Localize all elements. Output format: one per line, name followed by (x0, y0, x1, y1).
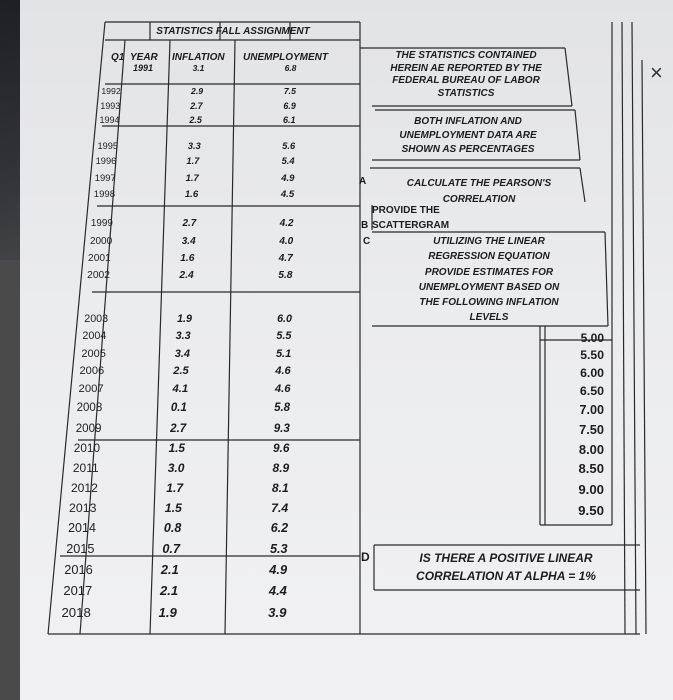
year-cell: 2006 (79, 365, 105, 377)
year-cell: 2004 (82, 330, 107, 342)
task-b-line-2: SCATTERGRAM (372, 220, 450, 231)
year-cell: 2007 (78, 383, 104, 395)
unemployment-cell: 4.0 (279, 236, 294, 247)
inflation-cell: 2.7 (190, 101, 203, 111)
inflation-level-value: 6.00 (580, 366, 604, 380)
task-c-text (378, 234, 600, 326)
margin-cross-mark: × (650, 60, 663, 85)
year-cell: 2011 (72, 461, 99, 475)
year-cell: 1995 (97, 141, 118, 151)
inflation-cell: 0.7 (162, 542, 180, 556)
task-d-line: IS THERE A POSITIVE LINEAR (419, 551, 593, 565)
inflation-cell: 2.4 (179, 270, 194, 281)
inflation-cell: 4.1 (172, 383, 189, 395)
inflation-cell: 0.1 (170, 402, 187, 414)
inflation-cell: 3.3 (175, 330, 191, 342)
unemployment-cell: 5.3 (269, 542, 288, 556)
year-cell: 2008 (76, 402, 103, 414)
note-percent-line: UNEMPLOYMENT DATA ARE (399, 130, 537, 141)
task-a-text (372, 176, 586, 207)
inflation-cell: 1.9 (158, 605, 177, 620)
unemployment-cell: 4.9 (281, 173, 295, 184)
task-c-line: LEVELS (469, 312, 509, 324)
unemployment-cell: 9.3 (273, 422, 290, 435)
task-a-line: CALCULATE THE PEARSON'S (406, 178, 552, 189)
unemployment-cell: 9.6 (272, 441, 290, 455)
inflation-level-value: 5.50 (580, 348, 604, 362)
inflation-cell: 2.1 (160, 583, 179, 598)
year-cell: 2015 (66, 542, 95, 556)
header-unemployment: UNEMPLOYMENT (243, 52, 328, 63)
inflation-level-value: 8.50 (578, 461, 604, 476)
year-cell: 2002 (87, 270, 111, 281)
inflation-cell: 1.7 (166, 481, 184, 495)
unemployment-cell: 8.9 (272, 461, 290, 475)
unemployment-cell: 4.5 (280, 189, 295, 200)
year-cell: 2009 (75, 422, 102, 435)
inflation-cell: 1.5 (164, 501, 182, 515)
note-source-line: THE STATISTICS CONTAINED (395, 50, 537, 61)
note-percent (368, 115, 568, 157)
inflation-cell: 2.9 (191, 86, 204, 96)
inflation-cell: 1.7 (185, 173, 199, 184)
unemployment-cell: 4.9 (269, 562, 288, 577)
note-source-line: STATISTICS (437, 87, 495, 99)
year-cell: 1991 (132, 63, 154, 73)
inflation-cell: 1.6 (180, 253, 195, 264)
unemployment-cell: 6.9 (283, 101, 296, 111)
inflation-cell: 3.1 (192, 63, 205, 73)
task-b-letter: B (361, 220, 369, 231)
task-c-line: PROVIDE ESTIMATES FOR (424, 266, 554, 278)
note-percent-line: SHOWN AS PERCENTAGES (401, 144, 535, 155)
task-b-line-1: PROVIDE THE (372, 205, 440, 216)
inflation-cell: 2.7 (182, 218, 197, 229)
note-source-line: HEREIN AE REPORTED BY THE (390, 62, 542, 74)
inflation-cell: 1.7 (186, 156, 200, 166)
year-cell: 1998 (93, 189, 116, 200)
unemployment-cell: 5.5 (276, 330, 292, 342)
unemployment-cell: 6.2 (270, 521, 289, 535)
unemployment-cell: 7.5 (283, 86, 296, 96)
year-cell: 2000 (89, 236, 113, 247)
inflation-cell: 2.7 (170, 422, 187, 435)
task-d-text (378, 549, 634, 585)
year-cell: 1996 (95, 156, 117, 166)
year-cell: 2005 (81, 348, 106, 360)
task-c-letter: C (363, 236, 371, 247)
inflation-level-value: 7.00 (579, 403, 604, 417)
inflation-cell: 3.3 (187, 141, 201, 151)
task-c-line: THE FOLLOWING INFLATION (419, 297, 559, 309)
inflation-cell: 1.5 (168, 441, 185, 455)
inflation-cell: 0.8 (163, 521, 182, 535)
unemployment-cell: 5.8 (274, 402, 291, 414)
unemployment-cell: 7.4 (271, 501, 289, 515)
inflation-cell: 2.1 (160, 562, 179, 577)
inflation-cell: 3.4 (174, 348, 191, 360)
inflation-level-value: 9.00 (578, 482, 604, 497)
inflation-cell: 2.5 (173, 365, 189, 377)
year-cell: 2017 (63, 583, 93, 598)
year-cell: 2018 (61, 605, 91, 620)
inflation-level-value: 8.00 (578, 442, 604, 457)
note-source (366, 50, 566, 100)
task-c-line: UNEMPLOYMENT BASED ON (418, 281, 560, 293)
year-cell: 2003 (84, 313, 109, 325)
year-cell: 1993 (100, 101, 121, 111)
inflation-cell: 2.5 (189, 115, 202, 125)
year-cell: 1994 (99, 115, 120, 125)
unemployment-cell: 3.9 (268, 605, 287, 620)
year-cell: 2010 (73, 441, 101, 455)
unemployment-cell: 4.6 (275, 365, 291, 377)
unemployment-cell: 5.4 (281, 156, 295, 166)
task-a-line: CORRELATION (442, 193, 516, 205)
year-cell: 1999 (90, 218, 113, 229)
note-percent-line: BOTH INFLATION AND (414, 116, 522, 127)
year-cell: 2012 (70, 481, 98, 495)
inflation-level-value: 6.50 (579, 384, 604, 398)
unemployment-cell: 6.1 (283, 115, 296, 125)
assignment-title: STATISTICS FALL ASSIGNMENT (156, 26, 310, 37)
year-cell: 1992 (101, 86, 121, 96)
unemployment-cell: 4.7 (278, 253, 293, 264)
inflation-cell: 3.0 (167, 461, 185, 475)
header-q1: Q1 (111, 52, 125, 63)
unemployment-cell: 6.0 (277, 313, 292, 325)
unemployment-cell: 5.8 (278, 270, 293, 281)
inflation-level-value: 5.00 (580, 331, 604, 345)
unemployment-cell: 5.1 (275, 348, 292, 360)
unemployment-cell: 8.1 (271, 481, 289, 495)
inflation-cell: 3.4 (181, 236, 196, 247)
unemployment-cell: 4.2 (279, 218, 294, 229)
unemployment-cell: 4.6 (274, 383, 291, 395)
year-cell: 2013 (69, 501, 97, 515)
inflation-level-value: 9.50 (578, 503, 604, 518)
task-c-line: REGRESSION EQUATION (428, 251, 550, 263)
inflation-cell: 1.9 (177, 313, 192, 325)
task-d-line: CORRELATION AT ALPHA = 1% (416, 569, 596, 583)
year-cell: 2016 (64, 562, 93, 577)
unemployment-cell: 6.8 (284, 63, 297, 73)
unemployment-cell: 5.6 (282, 141, 296, 151)
task-a-letter: A (359, 176, 367, 187)
year-cell: 2001 (88, 253, 111, 264)
year-cell: 2014 (68, 521, 96, 535)
note-source-line: FEDERAL BUREAU OF LABOR (392, 75, 540, 86)
header-year: YEAR (130, 52, 158, 63)
header-inflation: INFLATION (172, 52, 225, 63)
unemployment-cell: 4.4 (268, 583, 287, 598)
year-cell: 1997 (94, 173, 116, 184)
task-c-line: UTILIZING THE LINEAR (433, 236, 545, 247)
inflation-level-value: 7.50 (579, 422, 604, 437)
task-d-letter: D (361, 550, 370, 564)
inflation-cell: 1.6 (184, 189, 199, 200)
